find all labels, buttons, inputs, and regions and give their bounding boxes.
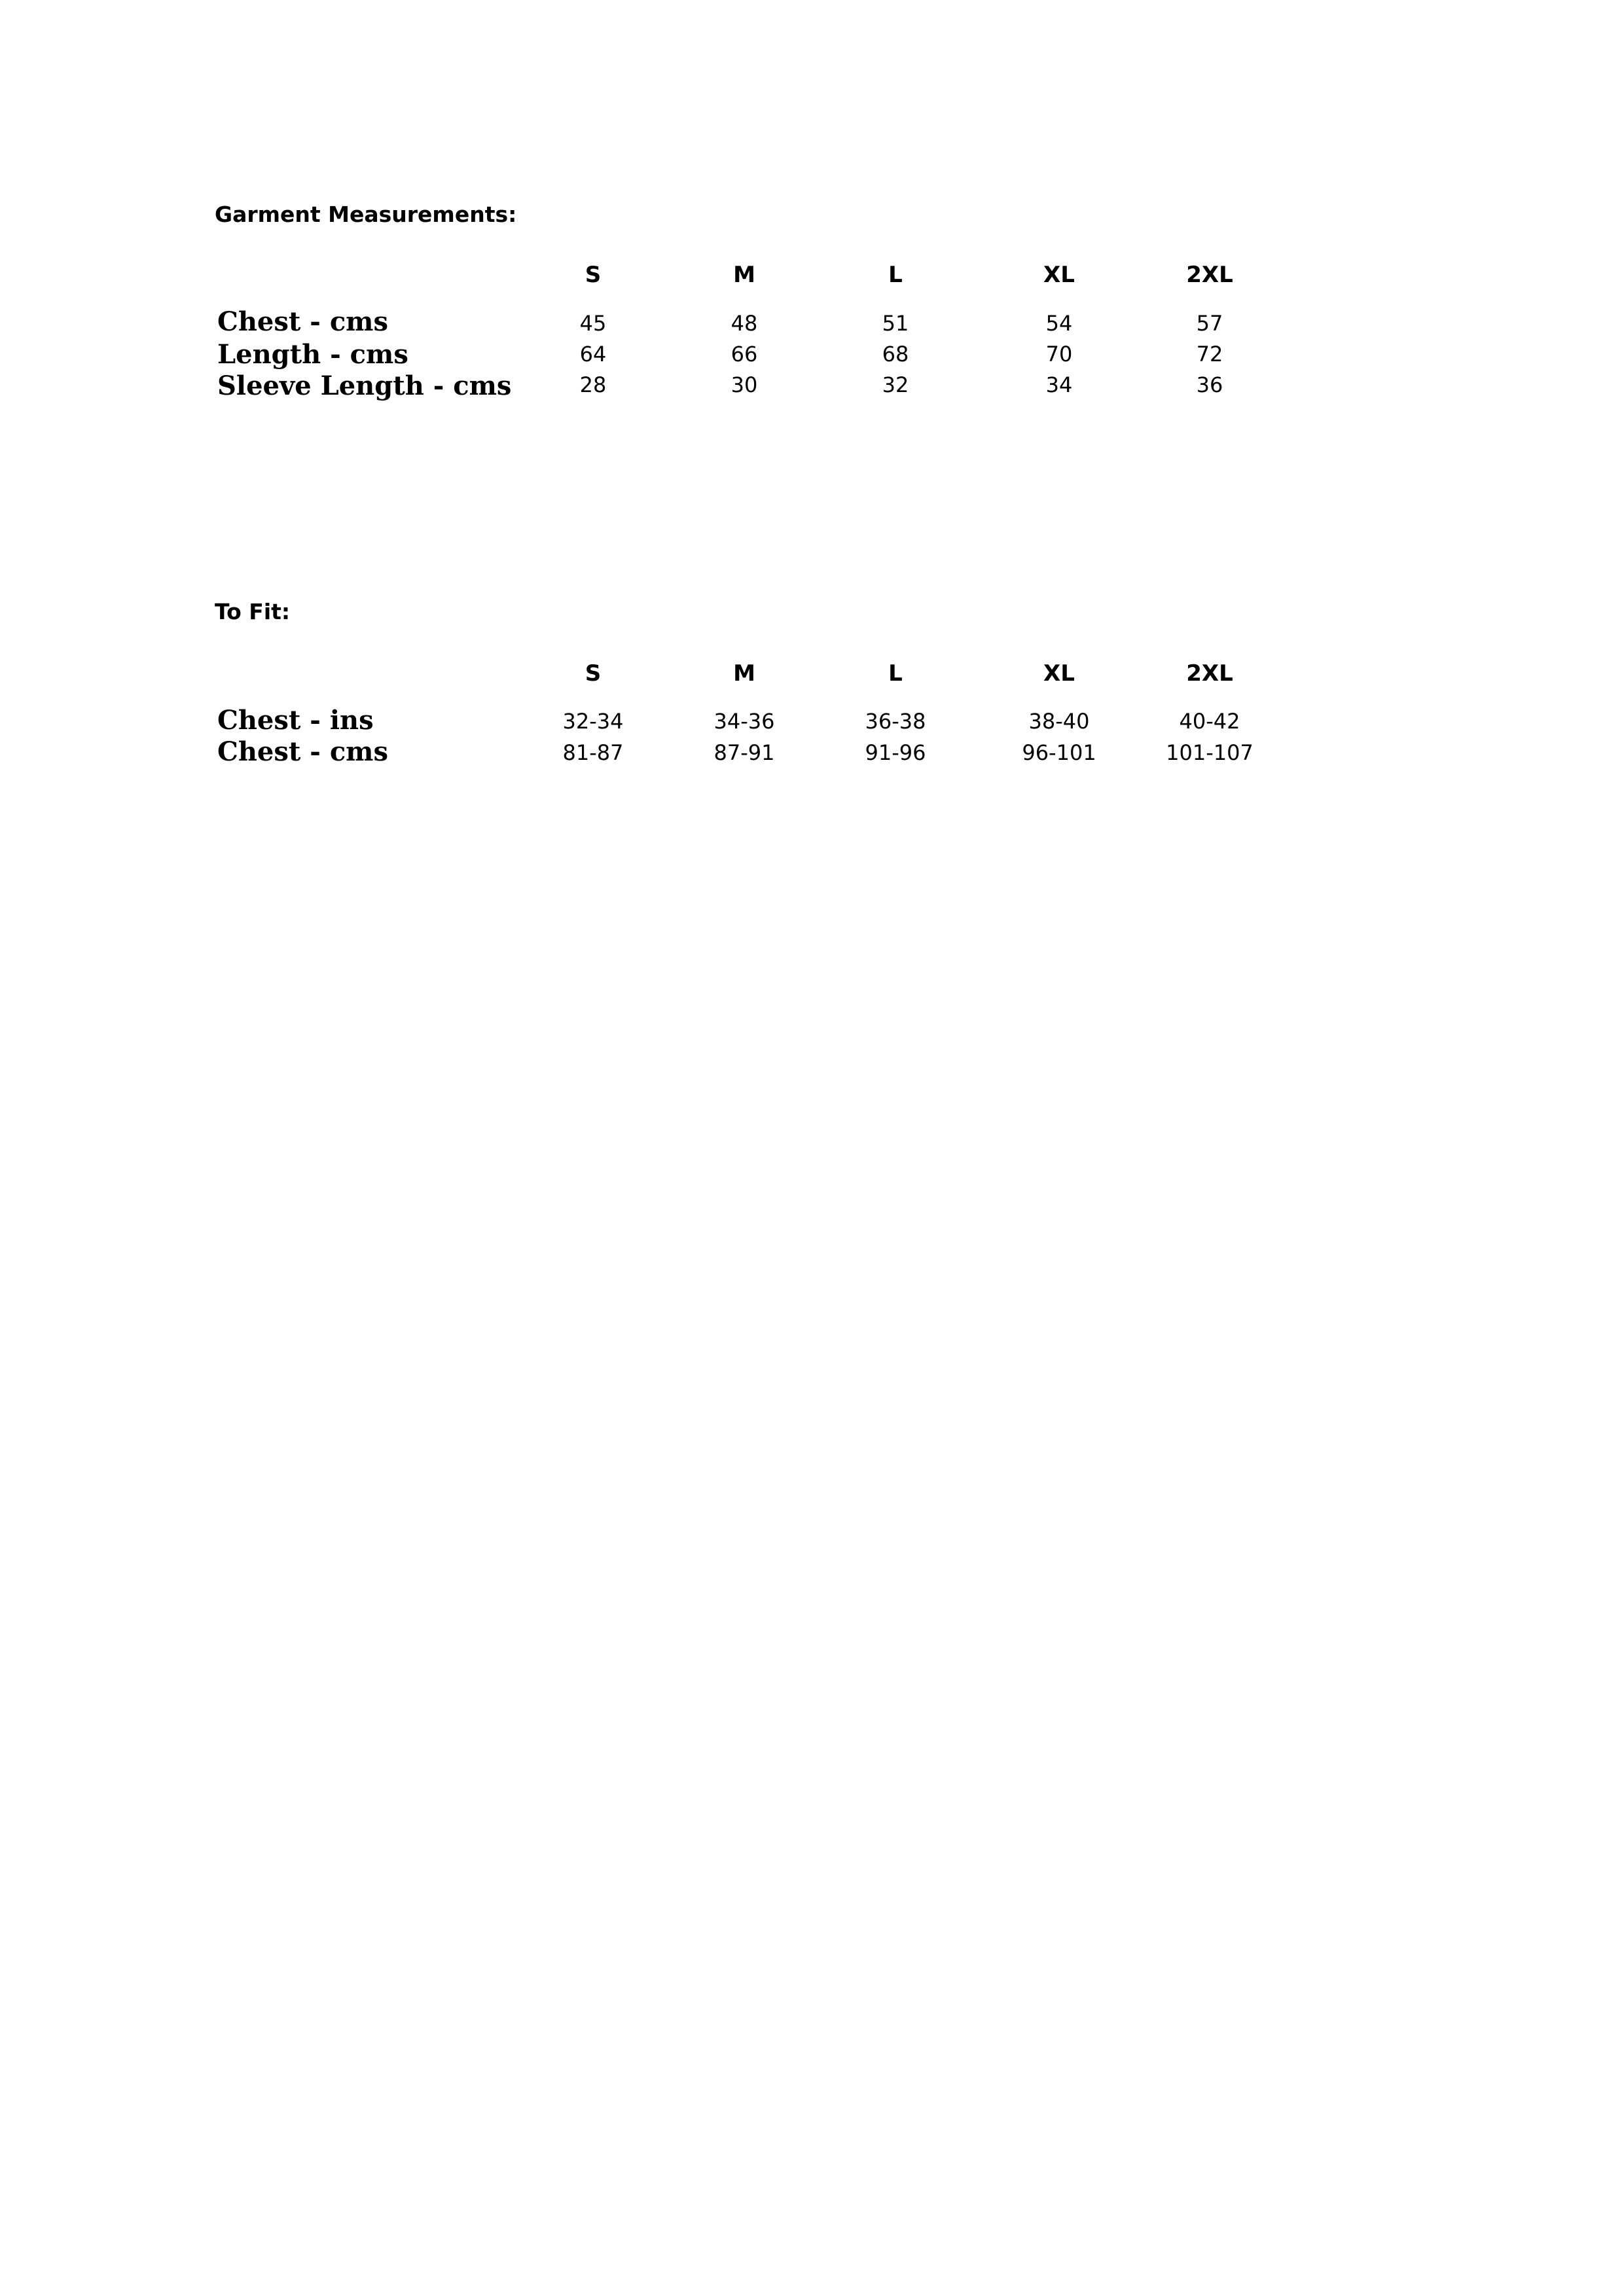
row-label-chest-cms: Chest - cms xyxy=(217,306,389,337)
row-label-sleeve-length-cms: Sleeve Length - cms xyxy=(217,370,512,401)
size-header-m: M xyxy=(733,660,755,687)
table-cell: 68 xyxy=(882,342,909,367)
table-cell: 66 xyxy=(731,342,758,367)
table-cell: 34 xyxy=(1045,372,1073,397)
table-cell: 45 xyxy=(579,311,607,336)
table-cell: 32 xyxy=(882,372,909,397)
table-cell: 30 xyxy=(731,372,758,397)
garment-measurements-title: Garment Measurements: xyxy=(215,202,517,227)
table-cell: 101-107 xyxy=(1166,740,1254,765)
size-header-l: L xyxy=(888,660,903,687)
size-header-l: L xyxy=(888,262,903,288)
table-cell: 57 xyxy=(1196,311,1223,336)
table-cell: 36 xyxy=(1196,372,1223,397)
size-header-2xl: 2XL xyxy=(1186,660,1233,687)
size-header-s: S xyxy=(585,660,602,687)
table-cell: 72 xyxy=(1196,342,1223,367)
row-label-length-cms: Length - cms xyxy=(217,339,408,370)
size-header-2xl: 2XL xyxy=(1186,262,1233,288)
table-cell: 36-38 xyxy=(865,709,926,734)
table-cell: 81-87 xyxy=(562,740,624,765)
table-cell: 34-36 xyxy=(713,709,775,734)
size-header-xl: XL xyxy=(1043,660,1075,687)
table-cell: 70 xyxy=(1045,342,1073,367)
table-cell: 54 xyxy=(1045,311,1073,336)
table-cell: 28 xyxy=(579,372,607,397)
table-cell: 48 xyxy=(731,311,758,336)
size-header-xl: XL xyxy=(1043,262,1075,288)
table-cell: 38-40 xyxy=(1028,709,1090,734)
size-header-m: M xyxy=(733,262,755,288)
table-cell: 96-101 xyxy=(1022,740,1096,765)
table-cell: 87-91 xyxy=(713,740,775,765)
row-label-chest-ins: Chest - ins xyxy=(217,705,374,736)
row-label-chest-cms: Chest - cms xyxy=(217,736,389,767)
table-cell: 64 xyxy=(579,342,607,367)
table-cell: 40-42 xyxy=(1179,709,1240,734)
to-fit-title: To Fit: xyxy=(215,599,291,624)
table-cell: 51 xyxy=(882,311,909,336)
table-cell: 32-34 xyxy=(562,709,624,734)
size-header-s: S xyxy=(585,262,602,288)
table-cell: 91-96 xyxy=(865,740,926,765)
